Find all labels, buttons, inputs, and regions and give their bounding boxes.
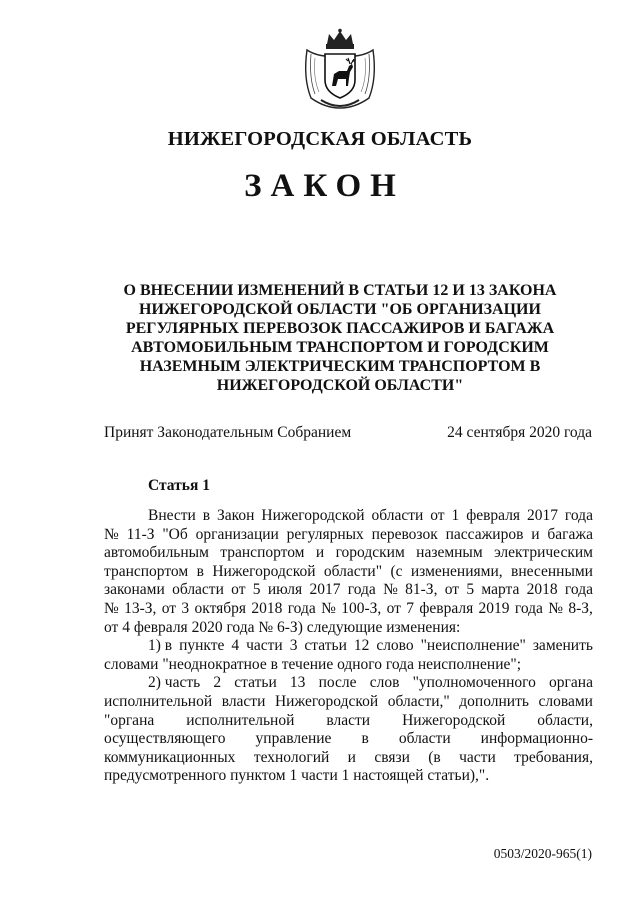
article-word: 81-З, [405,581,438,599]
article-word: области," [387,692,450,710]
document-number: 0503/2020-965(1) [493,846,592,861]
article-word: № [548,599,564,617]
article-line [104,526,593,545]
article-word: слов [369,674,400,692]
article-word: февраля [466,507,521,524]
article-word: внесенными [511,562,593,580]
article-word: "Об [162,525,188,543]
article-word: требования, [514,748,593,766]
article-word: 1) в [148,637,173,655]
law-title-line: НАЗЕМНЫМ ЭЛЕКТРИЧЕСКИМ ТРАНСПОРТОМ В [139,358,541,375]
article-word: 8-З, [568,599,593,617]
article-word: исполнительной [104,692,213,710]
article-word: законами [104,581,165,599]
adoption-statement: Принят Законодательным Собранием [104,424,352,441]
article-word: в [202,507,211,524]
article-word: власти [326,711,371,729]
article-word: транспортом [104,562,189,580]
article-word: № [321,599,336,617]
article-word: от [231,581,246,599]
article-word: 2019 [478,599,510,617]
article-word: № [104,525,119,543]
article-word: коммуникационных [104,748,236,766]
article-word: власти [221,692,266,710]
article-word: дополнить [459,692,529,710]
article-word: Нижегородской [212,562,316,580]
article-line [104,563,593,582]
article-word: 3 [289,637,298,655]
article-word: "неисполнение" [420,637,526,655]
article-word: 2018 [526,581,558,599]
article-word: 2018 [251,599,283,617]
article-word: Внести [148,507,196,524]
article-word: Закон [217,507,255,524]
adoption-date: 24 сентября 2020 года [447,424,592,441]
article-word: 13 [289,674,306,692]
law-title [100,281,580,395]
article-word: организации [195,525,279,543]
article-word: изменениями, [410,562,503,580]
article-word: 5 [466,581,475,599]
article-word: Нижегородской [274,692,379,710]
article-word: области [172,581,224,599]
article-line: предусмотренного пунктом 1 части 1 настоящей статьи),". [104,767,490,785]
article-word: года [564,581,593,599]
article-word: года [514,599,543,617]
article-word: 100-З, [341,599,382,617]
article-word: области [371,507,424,524]
article-word: и [347,748,356,766]
article-word: "органа [104,711,155,729]
article-line [104,730,593,749]
article-word: "уполномоченного [412,674,536,692]
article-word: (с [390,562,403,580]
article-word: наземным [416,544,483,562]
article-word: части [246,637,283,655]
article-line [104,600,593,619]
article-word: от [161,599,177,617]
article-word: исполнительной [186,711,295,729]
article-word: заменить [532,637,593,655]
document-type-heading: ЗАКОН [244,168,405,204]
article-word: слово [376,637,414,655]
article-word: багажа [547,525,593,543]
article-line [104,507,593,526]
article-word: перевозок [371,525,438,543]
article-word: марта [481,581,520,599]
law-title-line: НИЖЕГОРОДСКОЙ ОБЛАСТИ "ОБ ОРГАНИЗАЦИИ [139,301,541,318]
article-word: органа [549,674,593,692]
article-word: февраля [419,599,474,617]
article-word: года [287,599,316,617]
article-line: от 4 февраля 2020 года № 6-З) следующие изменения: [104,618,461,636]
article-word: Нижегородской [402,711,506,729]
article-word: части [459,748,496,766]
article-word: области" [323,562,383,580]
article-word: (в [428,748,441,766]
article-word: 5 [252,581,261,599]
article-word: словами [538,692,593,710]
article-word: транспортом [220,544,305,562]
article-word: № [104,599,119,617]
article-word: 2) часть [148,674,201,692]
article-word: 3 [181,599,190,617]
article-word: автомобильным [104,544,209,562]
article-word: 2017 [526,507,558,524]
article-word: от [430,507,445,524]
article-word: № [383,581,398,599]
article-word: городским [335,544,405,562]
article-line [104,544,593,563]
article-word: 4 [231,637,240,655]
article-word: после [318,674,357,692]
article-word: июля [267,581,303,599]
article-body [104,507,593,786]
article-word: от [386,599,401,617]
article-word: 13-З, [124,599,157,617]
article-line [104,581,593,600]
article-word: управление [255,730,332,748]
article-word: осуществляющего [104,730,226,748]
article-word: области [398,730,451,748]
article-word: регулярных [286,525,364,543]
article-word: пункте [179,637,225,655]
article-word: 2017 [309,581,341,599]
article-word: октября [194,599,247,617]
article-line [104,693,593,712]
article-line: словами "неоднократное в течение одного года неисполнение"; [104,655,522,673]
article-word: от [444,581,460,599]
law-title-line: АВТОМОБИЛЬНЫМ ТРАНСПОРТОМ И ГОРОДСКИМ [131,339,549,356]
article-word: в [196,562,204,580]
article-word: пассажиров [445,525,524,543]
article-heading: Статья 1 [148,477,210,494]
region-heading: НИЖЕГОРОДСКАЯ ОБЛАСТЬ [167,128,473,150]
article-word: статьи [234,674,277,692]
article-word: 2 [213,674,222,692]
article-word: технологий [253,748,330,766]
article-word: 1 [451,507,460,524]
article-word: 11-З [126,525,155,543]
article-line [104,674,593,693]
article-word: в [361,730,369,748]
article-word: электрическим [494,544,593,562]
article-word: области, [537,711,593,729]
article-word: 12 [353,637,370,655]
article-word: года [347,581,376,599]
law-title-line: НИЖЕГОРОДСКОЙ ОБЛАСТИ" [216,377,464,394]
coat-of-arms-icon [301,28,379,114]
article-word: 7 [406,599,414,617]
article-line [104,749,593,768]
article-line [104,637,593,656]
law-title-line: О ВНЕСЕНИИ ИЗМЕНЕНИЙ В СТАТЬИ 12 И 13 ЗАКОНА [123,282,557,299]
article-word: информационно- [480,730,593,748]
law-title-line: РЕГУЛЯРНЫХ ПЕРЕВОЗОК ПАССАЖИРОВ И БАГАЖА [125,320,555,337]
article-word: и [531,525,540,543]
article-word: года [564,507,593,524]
article-word: статьи [304,637,347,655]
article-word: Нижегородской [261,507,365,524]
article-line [104,712,593,731]
article-word: и [315,544,325,562]
article-word: связи [374,748,410,766]
